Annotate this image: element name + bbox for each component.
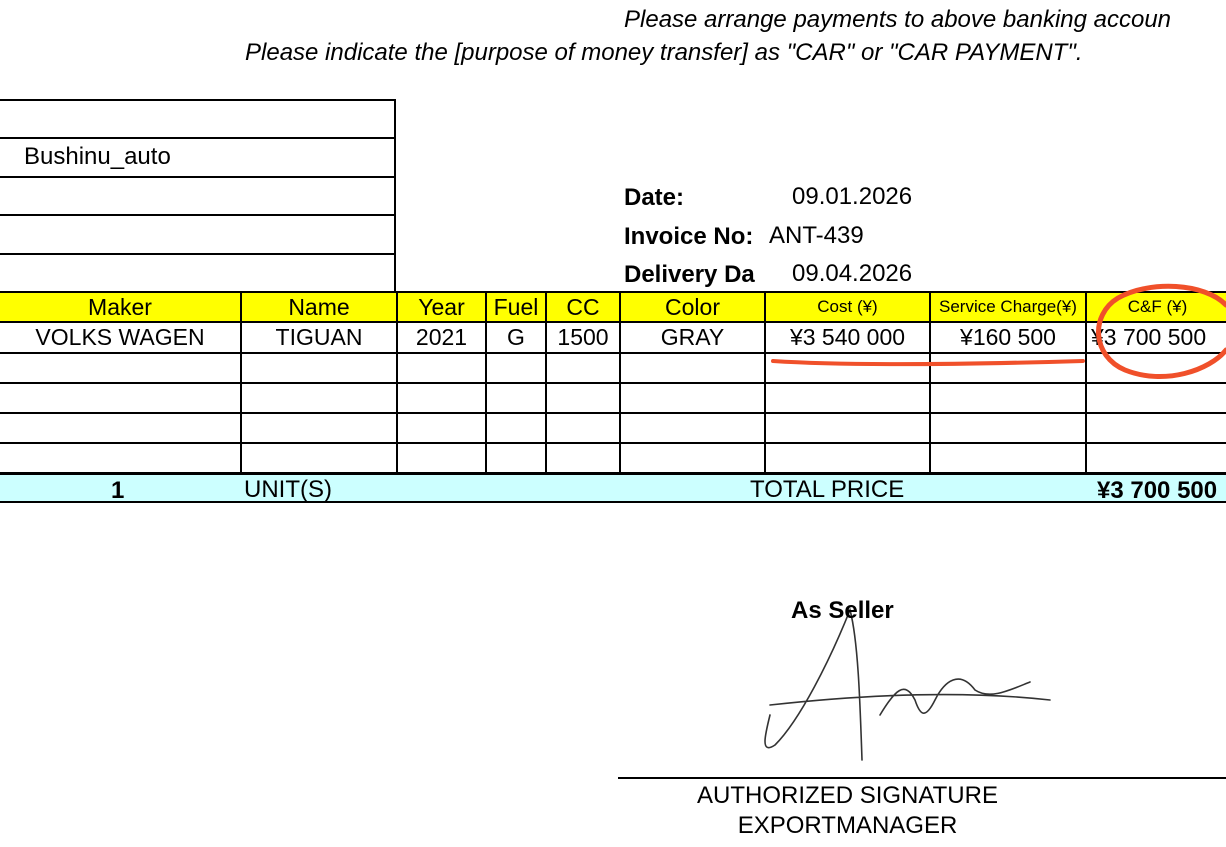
total-price-amount: ¥3 700 500 [1097,477,1218,504]
empty-cell [765,383,930,413]
empty-cell [546,443,620,473]
total-bar [0,473,1226,503]
date-value: 09.01.2026 [792,183,913,210]
unit-label: UNIT(S) [244,476,332,503]
payment-notice-line-2: Please indicate the [purpose of money transfer] as "CAR" or "CAR PAYMENT". [245,39,1083,66]
empty-cell [0,383,241,413]
empty-row [0,413,1226,443]
cell-color: GRAY [620,322,765,353]
signer-title: EXPORTMANAGER [737,812,958,839]
header-maker: Maker [0,292,241,322]
seller-label: As Seller [791,597,894,624]
delivery-date-value: 09.04.2026 [792,260,913,287]
header-color: Color [620,292,765,322]
header-service-charge: Service Charge(¥) [930,292,1086,322]
empty-cell [765,413,930,443]
delivery-date-label: Delivery Da [624,261,755,288]
empty-cell [765,353,930,383]
empty-row [0,383,1226,413]
signature-caption: AUTHORIZED SIGNATURE [697,782,998,809]
empty-cell [546,353,620,383]
empty-cell [486,383,546,413]
empty-cell [1086,413,1226,443]
cell-cf: ¥3 700 500 [1086,322,1226,353]
empty-cell [397,353,486,383]
empty-cell [620,383,765,413]
signature-graphic [765,610,1050,760]
empty-cell [486,353,546,383]
items-table [0,291,1226,474]
empty-cell [930,383,1086,413]
empty-cell [620,413,765,443]
empty-cell [620,443,765,473]
cell-fuel: G [486,322,546,353]
invoice-number-value: ANT-439 [769,222,864,249]
header-name: Name [241,292,397,322]
empty-cell [486,413,546,443]
empty-cell [620,353,765,383]
empty-cell [397,413,486,443]
date-label: Date: [624,184,685,211]
empty-cell [930,353,1086,383]
empty-cell [241,443,397,473]
buyer-name: Bushinu_auto [24,143,171,170]
invoice-number-label: Invoice No: [624,223,754,250]
buyer-box-row [0,176,395,214]
header-cf: C&F (¥) [1086,292,1226,322]
empty-cell [0,413,241,443]
buyer-box-row [0,253,395,291]
empty-cell [241,353,397,383]
cell-service-charge: ¥160 500 [930,322,1086,353]
signature-line [618,777,1226,779]
buyer-box-row [0,214,395,252]
table-header-row [0,292,1226,322]
empty-cell [0,353,241,383]
header-year: Year [397,292,486,322]
total-price-label: TOTAL PRICE [750,476,905,503]
empty-cell [486,443,546,473]
empty-cell [397,383,486,413]
empty-cell [1086,443,1226,473]
empty-cell [397,443,486,473]
buyer-box-row [0,99,395,137]
cell-cc: 1500 [546,322,620,353]
total-quantity: 1 [111,477,125,504]
table-row [0,322,1226,353]
empty-cell [546,383,620,413]
empty-cell [0,443,241,473]
cell-cost: ¥3 540 000 [765,322,930,353]
empty-cell [241,413,397,443]
cell-year: 2021 [397,322,486,353]
cell-maker: VOLKS WAGEN [0,322,241,353]
empty-cell [546,413,620,443]
empty-cell [241,383,397,413]
empty-cell [930,443,1086,473]
empty-row [0,443,1226,473]
empty-cell [930,413,1086,443]
empty-cell [765,443,930,473]
payment-notice-line-1: Please arrange payments to above banking accoun [624,6,1172,33]
cell-name: TIGUAN [241,322,397,353]
empty-cell [1086,353,1226,383]
header-cc: CC [546,292,620,322]
empty-cell [1086,383,1226,413]
header-cost: Cost (¥) [765,292,930,322]
buyer-box-border [394,99,396,292]
empty-row [0,353,1226,383]
header-fuel: Fuel [486,292,546,322]
